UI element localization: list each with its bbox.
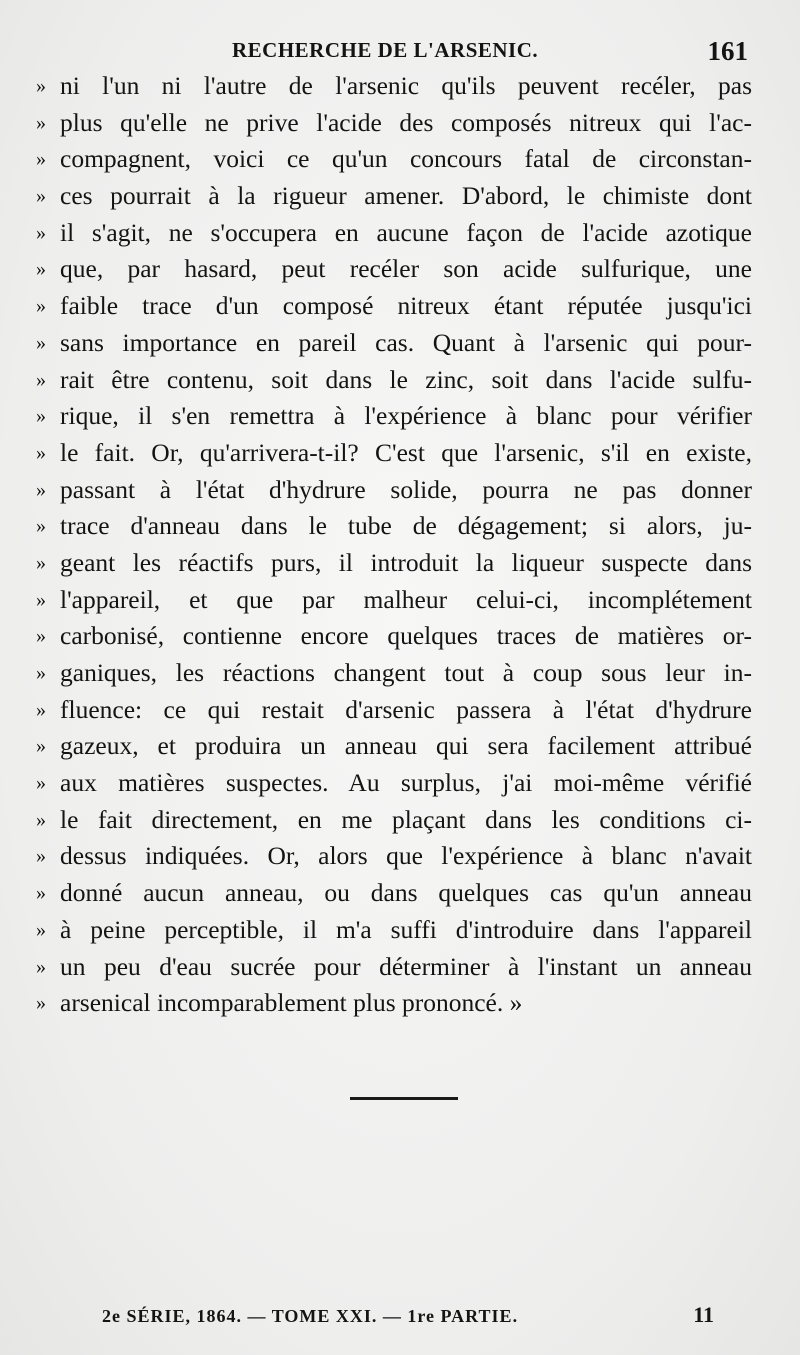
line-text: aux matières suspectes. Au surplus, j'ai moi-même vérifié [60,768,752,798]
line-text: un peu d'eau sucrée pour déterminer à l'instant un anneau [60,951,752,981]
text-line [36,618,752,655]
text-line [36,288,752,325]
quote-mark: » [36,955,46,978]
line-text: le fait. Or, qu'arrivera-t-il? C'est que l'arsenic, s'il en existe, [60,437,752,467]
text-line [36,985,752,1022]
printer-signature: 2e SÉRIE, 1864. — TOME XXI. — 1re PARTIE. [102,1306,519,1326]
text-line [36,912,752,949]
quote-mark: » [36,478,46,501]
line-text: à peine perceptible, il m'a suffi d'introduire dans l'appareil [60,914,752,944]
text-line [36,398,752,435]
line-text: rait être contenu, soit dans le zinc, soit dans l'acide sulfu- [60,364,752,394]
quote-mark: » [36,625,46,648]
running-title: RECHERCHE DE L'ARSENIC. [232,38,539,62]
text-line [36,728,752,765]
line-text: fluence: ce qui restait d'arsenic passera à l'état d'hydrure [60,694,752,724]
quote-mark: » [36,331,46,354]
line-text: arsenical incomparablement plus prononcé. » [60,988,523,1018]
page-number: 161 [707,36,748,66]
quote-mark: » [36,111,46,134]
line-text: ni l'un ni l'autre de l'arsenic qu'ils peuvent recéler, pas [60,71,752,100]
quote-mark: » [36,185,46,208]
text-line [36,949,752,986]
quote-mark: » [36,368,46,391]
line-text: le fait directement, en me plaçant dans les conditions ci- [60,804,752,834]
quote-mark: » [36,258,46,281]
quote-mark: » [36,845,46,868]
quote-mark: » [36,772,46,795]
text-line [36,105,752,142]
text-line [36,325,752,362]
line-text: donné aucun anneau, ou dans quelques cas qu'un anneau [60,878,752,908]
line-text: faible trace d'un composé nitreux étant réputée jusqu'ici [60,291,752,321]
text-line [36,838,752,875]
line-text: compagnent, voici ce qu'un concours fatal de circonstan- [60,144,752,174]
line-text: ganiques, les réactions changent tout à coup sous leur in- [60,658,752,687]
line-text: dessus indiquées. Or, alors que l'expérience à blanc n'avait [60,841,752,871]
text-line [36,582,752,619]
quote-mark: » [36,515,46,538]
line-text: trace d'anneau dans le tube de dégagement; si alors, ju- [60,511,752,541]
line-text: carbonisé, contienne encore quelques traces de matières or- [60,621,752,651]
line-text: plus qu'elle ne prive l'acide des composés nitreux qui l'ac- [60,107,752,137]
signature-number: 11 [693,1302,714,1327]
quote-mark: » [36,882,46,905]
line-text: sans importance en pareil cas. Quant à l'arsenic qui pour- [60,327,752,357]
page-footer [0,1302,800,1332]
quote-mark: » [36,295,46,318]
text-line [36,655,752,692]
text-line [36,68,752,105]
line-text: passant à l'état d'hydrure solide, pourra ne pas donner [60,474,752,504]
quote-mark: » [36,918,46,941]
text-line [36,692,752,729]
running-head [0,36,800,68]
line-text: l'appareil, et que par malheur celui-ci, incomplétement [60,584,752,614]
text-line [36,765,752,802]
text-line [36,178,752,215]
quote-mark: » [36,992,46,1015]
text-line [36,435,752,472]
text-line [36,875,752,912]
quote-mark: » [36,75,46,97]
quote-mark: » [36,808,46,831]
quote-mark: » [36,735,46,758]
text-line [36,472,752,509]
quoted-paragraph [36,68,752,1022]
text-line [36,251,752,288]
quote-mark: » [36,588,46,611]
quote-mark: » [36,441,46,464]
quote-mark: » [36,662,46,684]
text-line [36,545,752,582]
quote-mark: » [36,698,46,721]
text-line [36,508,752,545]
line-text: il s'agit, ne s'occupera en aucune façon de l'acide azotique [60,217,752,247]
line-text: rique, il s'en remettra à l'expérience à blanc pour vérifier [60,401,752,431]
text-line [36,141,752,178]
line-text: geant les réactifs purs, il introduit la liqueur suspecte dans [60,547,752,577]
quote-mark: » [36,221,46,244]
line-text: que, par hasard, peut recéler son acide sulfurique, une [60,254,752,284]
line-text: ces pourrait à la rigueur amener. D'abord, le chimiste dont [60,181,752,211]
section-divider [350,1097,458,1100]
quote-mark: » [36,551,46,574]
quote-mark: » [36,405,46,428]
text-line [36,215,752,252]
line-text: gazeux, et produira un anneau qui sera facilement attribué [60,731,752,761]
quote-mark: » [36,148,46,171]
text-line [36,362,752,399]
text-line [36,802,752,839]
